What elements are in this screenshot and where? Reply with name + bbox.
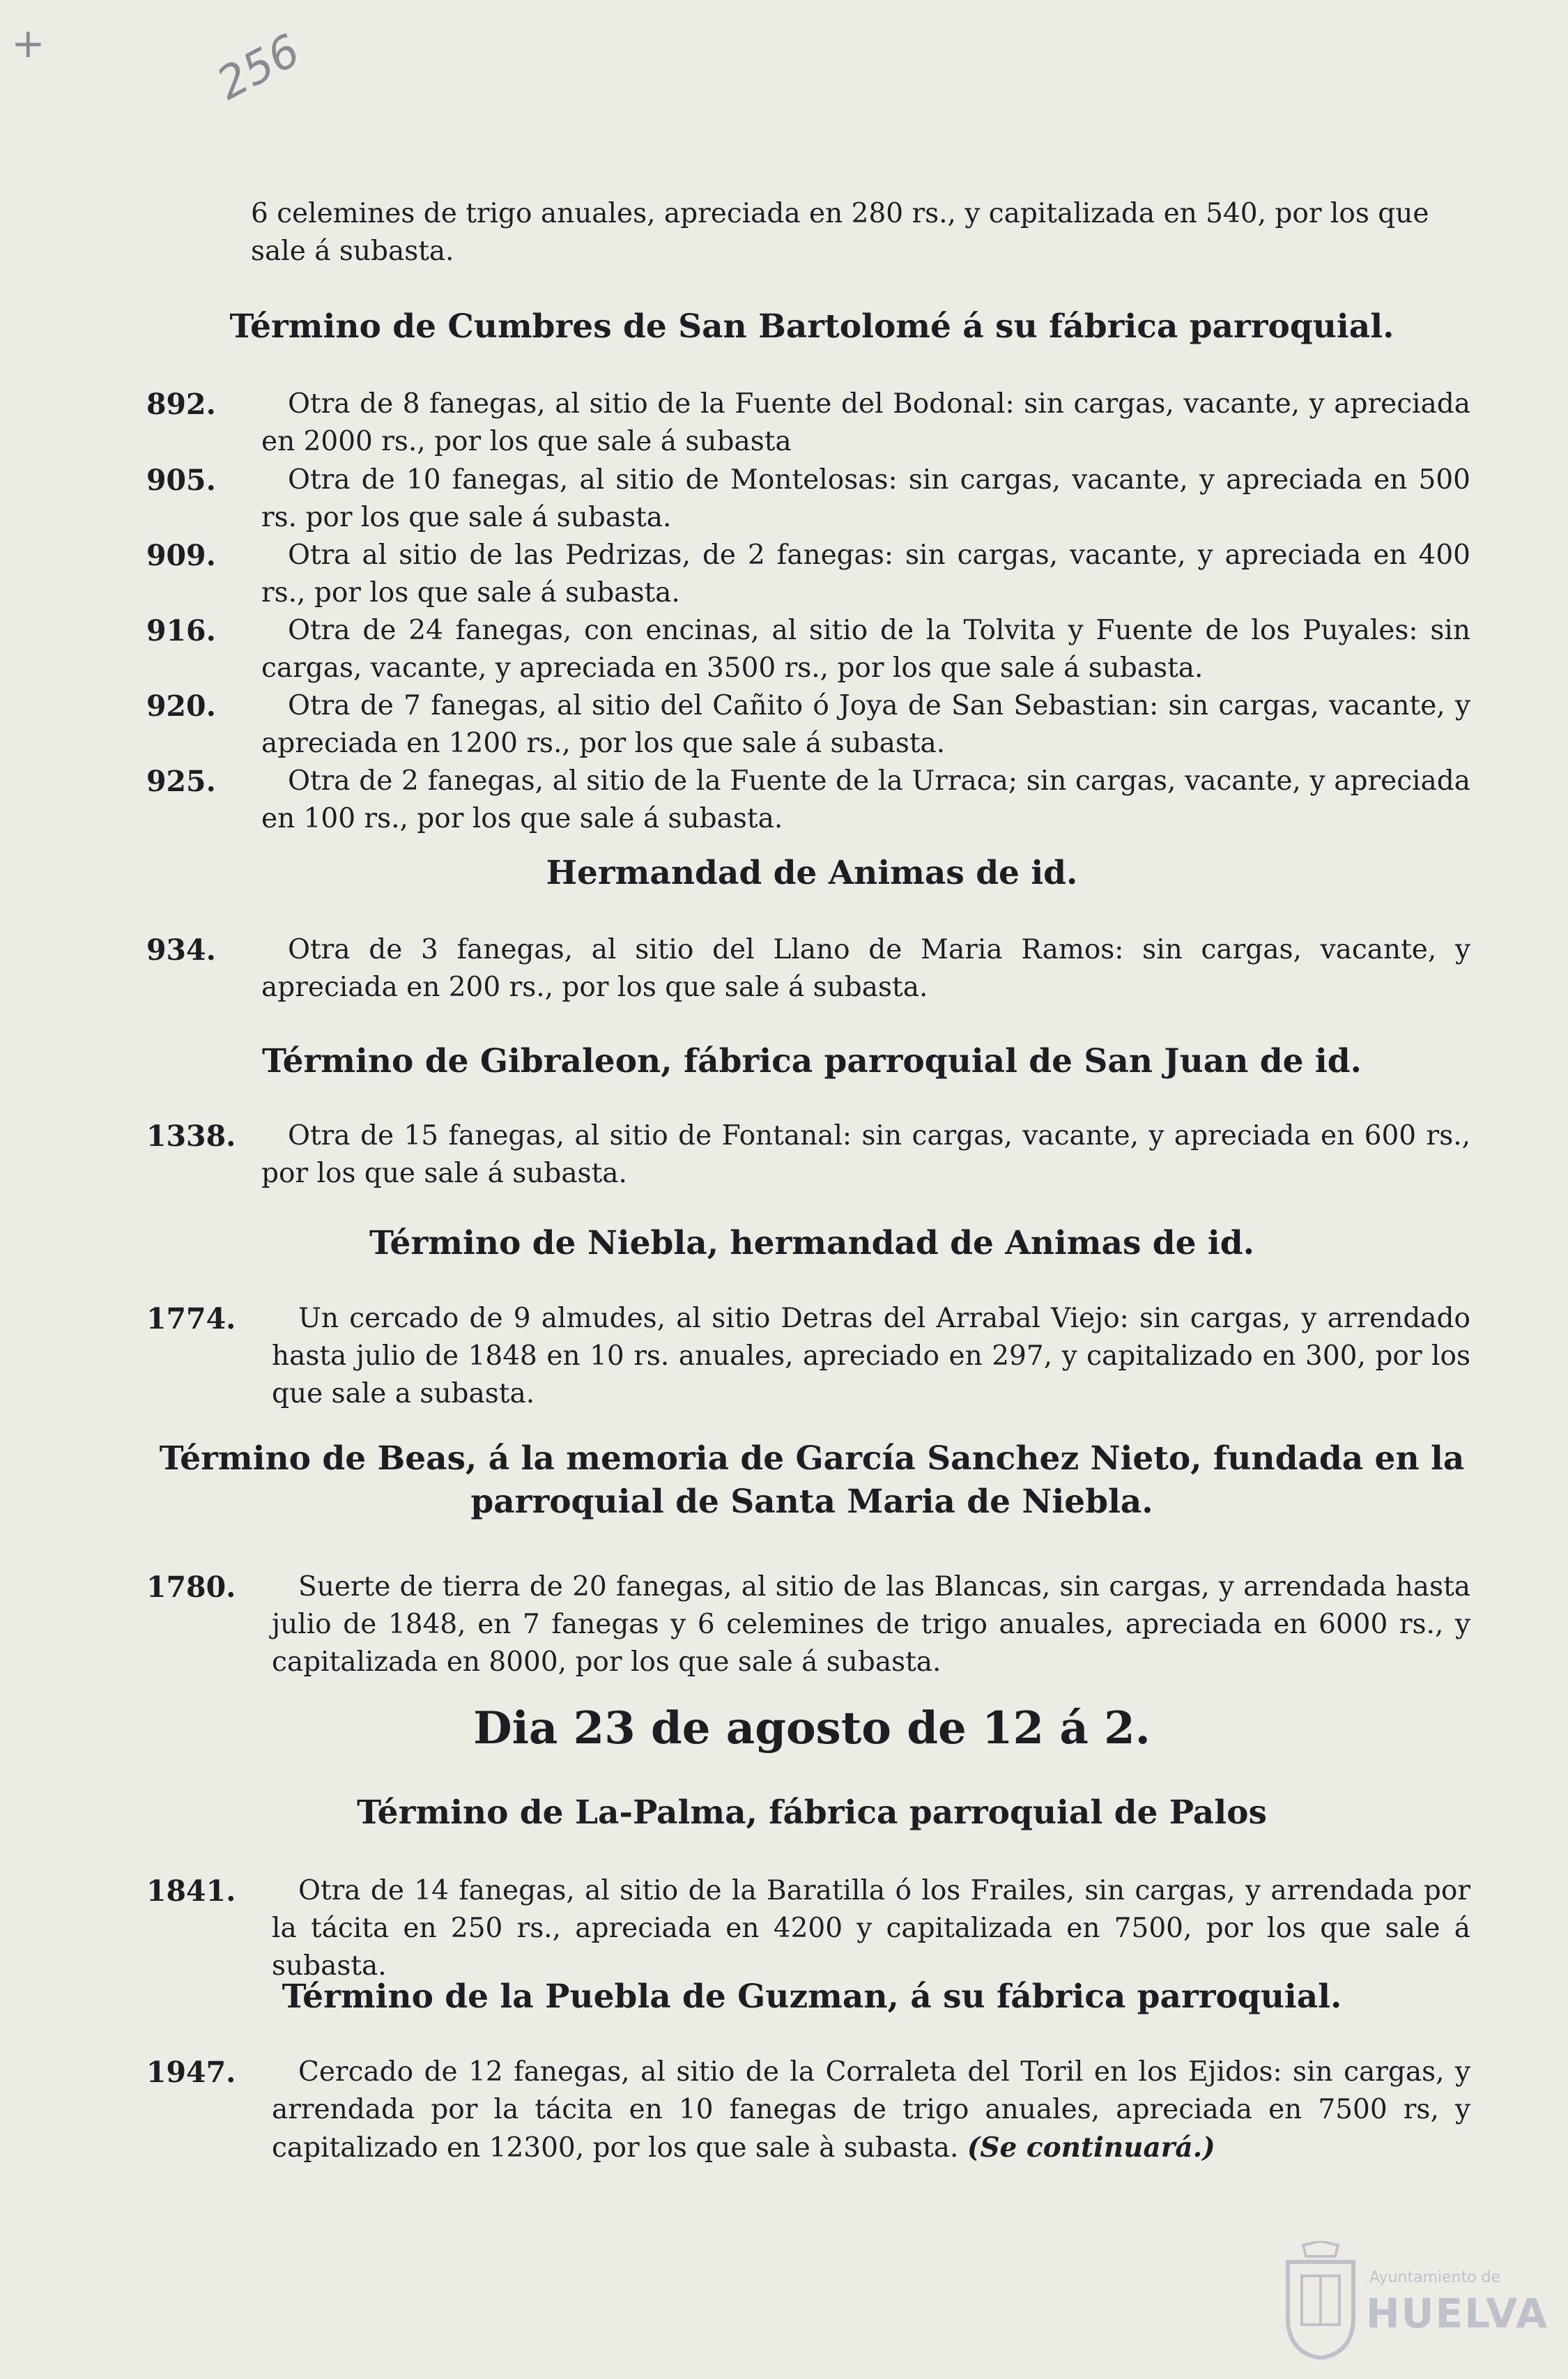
- lot-number: 1947.: [146, 2056, 236, 2089]
- lot-number: 1841.: [146, 1874, 236, 1908]
- lot-entry: [146, 931, 1470, 1007]
- lot-description: Otra de 7 fanegas, al sitio del Cañito ó Joya de San Sebastian: sin cargas, vacante, y apreciada en 1200 rs., por los que sale á subasta.: [261, 690, 1470, 759]
- lot-description: Suerte de tierra de 20 fanegas, al sitio de las Blancas, sin cargas, y arrendada hasta julio de 1848, en 7 fanegas y 6 celemines de trigo anuales, apreciada en 6000 rs., y capitalizada en 8000, por los que sale á subasta.: [272, 1571, 1470, 1678]
- handwritten-page-number: 256: [208, 24, 309, 111]
- pencil-mark: +: [11, 20, 45, 67]
- lot-description: Otra de 15 fanegas, al sitio de Fontanal: sin cargas, vacante, y apreciada en 600 rs., por los que sale á subasta.: [261, 1120, 1470, 1189]
- intro-paragraph: 6 celemines de trigo anuales, apreciada en 280 rs., y capitalizada en 540, por los que sale á subasta.: [251, 198, 1429, 267]
- lot-description: Otra de 3 fanegas, al sitio del Llano de Maria Ramos: sin cargas, vacante, y apreciada en 200 rs., por los que sale á subasta.: [261, 934, 1470, 1003]
- lot-number: 909.: [146, 539, 216, 572]
- lot-number: 1780.: [146, 1570, 236, 1604]
- lot-entry: [146, 537, 1470, 612]
- section-heading: Término de Beas, á la memoria de García Sanchez Nieto, fundada en la parroquial de Santa Maria de Niebla.: [159, 1439, 1465, 1521]
- lot-number: 905.: [146, 464, 216, 497]
- lot-description: Un cercado de 9 almudes, al sitio Detras del Arrabal Viejo: sin cargas, y arrendado hasta julio de 1848 en 10 rs. anuales, apreciado en 297, y capitalizado en 300, por los que sale a subasta.: [272, 1303, 1470, 1409]
- lot-entry: [146, 1117, 1470, 1193]
- lot-entry: [146, 461, 1470, 537]
- lot-entry: [146, 1300, 1470, 1413]
- lot-text: Cercado de 12 fanegas, al sitio de la Corraleta del Toril en los Ejidos: sin cargas, y arrendada por la tácita en 10 fanegas de trigo anuales, apreciada en 7500 rs, y capitalizado en 12300, por los que sale à subasta.: [272, 2056, 1470, 2164]
- lot-number: 916.: [146, 614, 216, 648]
- section-heading: Término de La-Palma, fábrica parroquial de Palos: [357, 1793, 1267, 1832]
- lot-number: 925.: [146, 765, 216, 798]
- lot-number: 892.: [146, 388, 216, 421]
- section-heading: Término de Niebla, hermandad de Animas de id.: [369, 1224, 1255, 1262]
- section-heading: Término de la Puebla de Guzman, á su fábrica parroquial.: [282, 1978, 1342, 2016]
- lot-number: 934.: [146, 933, 216, 967]
- lot-number: 920.: [146, 689, 216, 723]
- lot-description: Otra al sitio de las Pedrizas, de 2 fanegas: sin cargas, vacante, y apreciada en 400 rs., por los que sale á subasta.: [261, 540, 1470, 609]
- lot-description: [272, 2053, 1470, 2167]
- lot-description: Otra de 2 fanegas, al sitio de la Fuente de la Urraca; sin cargas, vacante, y apreciada en 100 rs., por los que sale á subasta.: [261, 765, 1470, 834]
- lot-entry: [146, 2053, 1470, 2167]
- lot-description: Otra de 10 fanegas, al sitio de Montelosas: sin cargas, vacante, y apreciada en 500 rs. por los que sale á subasta.: [261, 464, 1470, 533]
- watermark-small-text: Ayuntamiento de: [1369, 2269, 1501, 2286]
- lot-entry: [146, 763, 1470, 838]
- lot-entry: [146, 1568, 1470, 1681]
- lot-number: 1338.: [146, 1119, 236, 1153]
- lot-description: Otra de 14 fanegas, al sitio de la Baratilla ó los Frailes, sin cargas, y arrendada por la tácita en 250 rs., apreciada en 4200 y capitalizada en 7500, por los que sale á subasta.: [272, 1875, 1470, 1982]
- day-heading: Dia 23 de agosto de 12 á 2.: [473, 1702, 1151, 1754]
- section-heading: Término de Gibraleon, fábrica parroquial de San Juan de id.: [262, 1042, 1362, 1080]
- watermark-big-text: HUELVA: [1366, 2290, 1549, 2337]
- lot-entry: [146, 612, 1470, 687]
- lot-entry: [146, 1872, 1470, 1985]
- lot-description: Otra de 24 fanegas, con encinas, al sitio de la Tolvita y Fuente de los Puyales: sin cargas, vacante, y apreciada en 3500 rs., por los que sale á subasta.: [261, 615, 1470, 684]
- lot-entry: [146, 385, 1470, 461]
- lot-number: 1774.: [146, 1302, 236, 1336]
- lot-entry: [146, 687, 1470, 763]
- section-heading: Hermandad de Animas de id.: [546, 854, 1078, 892]
- continuation-note: (Se continuará.): [967, 2132, 1215, 2164]
- huelva-watermark: [1282, 2241, 1549, 2359]
- coat-of-arms-icon: [1282, 2241, 1359, 2359]
- section-heading: Término de Cumbres de San Bartolomé á su fábrica parroquial.: [229, 307, 1394, 346]
- lot-description: Otra de 8 fanegas, al sitio de la Fuente del Bodonal: sin cargas, vacante, y apreciada en 2000 rs., por los que sale á subasta: [261, 388, 1470, 457]
